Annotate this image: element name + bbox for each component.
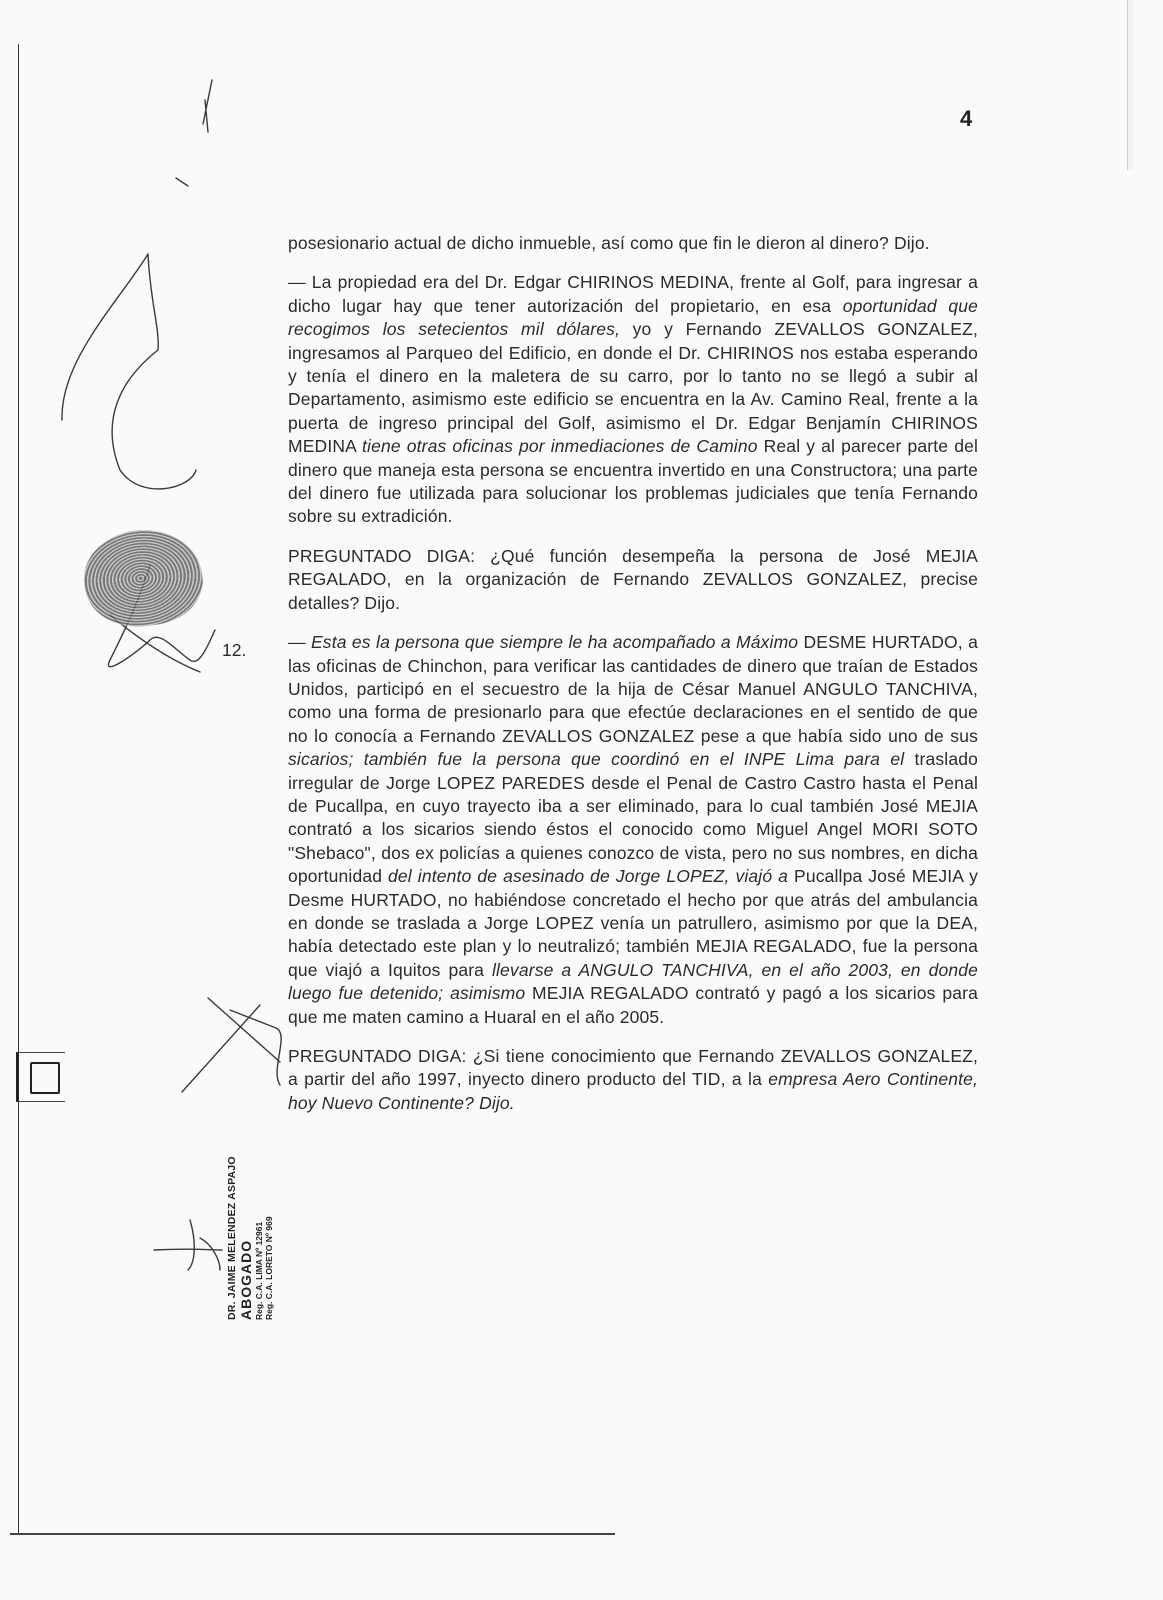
- paragraph-2-pre: — La propiedad era del Dr. Edgar CHIRINOS MEDINA, frente al Golf, para ingresar a dicho lugar hay que tener autorización del propietario, en esa: [288, 272, 978, 316]
- signature-1: [203, 80, 212, 132]
- question-12-text: PREGUNTADO DIGA: ¿Qué función desempeña la persona de José MEJIA REGALADO, en la organización de Fernando ZEVALLOS GONZALEZ, precise detalles? Dijo.: [288, 545, 978, 613]
- question-13-italic: empresa Aero Continente, hoy Nuevo Continente? Dijo.: [288, 1069, 978, 1113]
- signature-2: [62, 254, 196, 489]
- paragraph-2-italic-2: tiene otras oficinas por inmediaciones de Camino: [362, 436, 758, 457]
- document-body: [288, 232, 978, 1131]
- paragraph-2-italic-1: oportunidad que recogimos los setecientos mil dólares,: [288, 295, 978, 340]
- page-number: 4: [960, 106, 973, 131]
- answer-12: [288, 631, 978, 1029]
- answer-12-mid: traslado irregular de Jorge LOPEZ PAREDES desde el Penal de Castro Castro hasta el Penal de Pucallpa, en cuyo trayecto iba a ser eliminado, para lo cual también José MEJIA contrató a los sicarios siendo éstos el conocido como Miguel Angel MORI SOTO "Shebaco", dos ex policías a quienes conozco de vista, pero no sus nombres, en dicha oportunidad: [288, 749, 978, 887]
- stamp-reg-lima: Reg. C.A. LIMA Nº 12961: [254, 1221, 264, 1320]
- margin-checkbox: [30, 1062, 60, 1094]
- question-13-pre: PREGUNTADO DIGA: ¿Si tiene conocimiento que Fernando ZEVALLOS GONZALEZ, a partir del año 1997, inyecto dinero producto del TID, a la: [288, 1046, 978, 1090]
- stamp-name: DR. JAIME MELENDEZ ASPAJO: [226, 1156, 238, 1320]
- signature-mark: [176, 178, 188, 186]
- stamp-title: ABOGADO: [238, 1239, 254, 1320]
- question-number: 12.: [222, 640, 247, 660]
- signature-4: [182, 998, 281, 1092]
- paragraph-1-text: posesionario actual de dicho inmueble, así como que fin le dieron al dinero? Dijo.: [288, 233, 930, 253]
- paragraph-2-post: Real y al parecer parte del dinero que maneja esta persona se encuentra invertido en una Constructora; una parte del dinero fue utilizada para solucionar los problemas judiciales que tenía Fernando sobre su extradición.: [288, 436, 978, 527]
- question-13: [288, 1045, 978, 1115]
- paragraph-2-mid: yo y Fernando ZEVALLOS GONZALEZ, ingresamos al Parqueo del Edificio, en donde el Dr. CHIRINOS nos estaba esperando y tenía el dinero en la maletera de su carro, por lo tanto no se llegó a subir al Departamento, asimismo este edificio se encuentra en la Av. Camino Real, frente a la puerta de ingreso principal del Golf, asimismo el Dr. Edgar Benjamín CHIRINOS MEDINA: [288, 319, 978, 457]
- paragraph-2: [288, 271, 978, 528]
- answer-12-italic-2: sicarios; también fue la persona que coordinó en el INPE Lima para el: [288, 749, 905, 770]
- paragraph-1: [288, 232, 978, 255]
- signature-5: [154, 1220, 222, 1270]
- answer-12-post-2: MEJIA REGALADO contrató y pagó a los sicarios para que me maten camino a Huaral en el año 2005.: [288, 983, 978, 1027]
- answer-12-italic-3: del intento de asesinado de Jorge LOPEZ, viajó a: [388, 866, 789, 887]
- lawyer-stamp: [226, 1156, 316, 1320]
- stamp-reg-loreto: Reg. C.A. LORETO Nº 969: [264, 1216, 274, 1320]
- answer-12-post: Pucallpa José MEJIA y Desme HURTADO, no habiéndose concretado el hecho por que atrás del ambulancia en donde se traslada a Jorge LOPEZ venía un patrullero, asimismo por que la DEA, había detectado este plan y lo neutralizó; también MEJIA REGALADO, fue la persona que viajó a Iquitos para: [288, 866, 978, 980]
- answer-12-dash: —: [288, 632, 311, 653]
- question-12: [288, 545, 978, 615]
- answer-12-italic-4: llevarse a ANGULO TANCHIVA, en el año 2003, en donde luego fue detenido; asimismo: [288, 959, 978, 1004]
- answer-12-italic-1: Esta es la persona que siempre le ha acompañado a Máximo: [310, 632, 799, 653]
- answer-12-pre: DESME HURTADO, a las oficinas de Chinchon, para verificar las cantidades de dinero que traían de Estados Unidos, participó en el secuestro de la hija de César Manuel ANGULO TANCHIVA, como una forma de presionarlo para que efectúe declaraciones en el sentido de que no lo conocía a Fernando ZEVALLOS GONZALEZ pese a que había sido uno de sus: [288, 632, 978, 746]
